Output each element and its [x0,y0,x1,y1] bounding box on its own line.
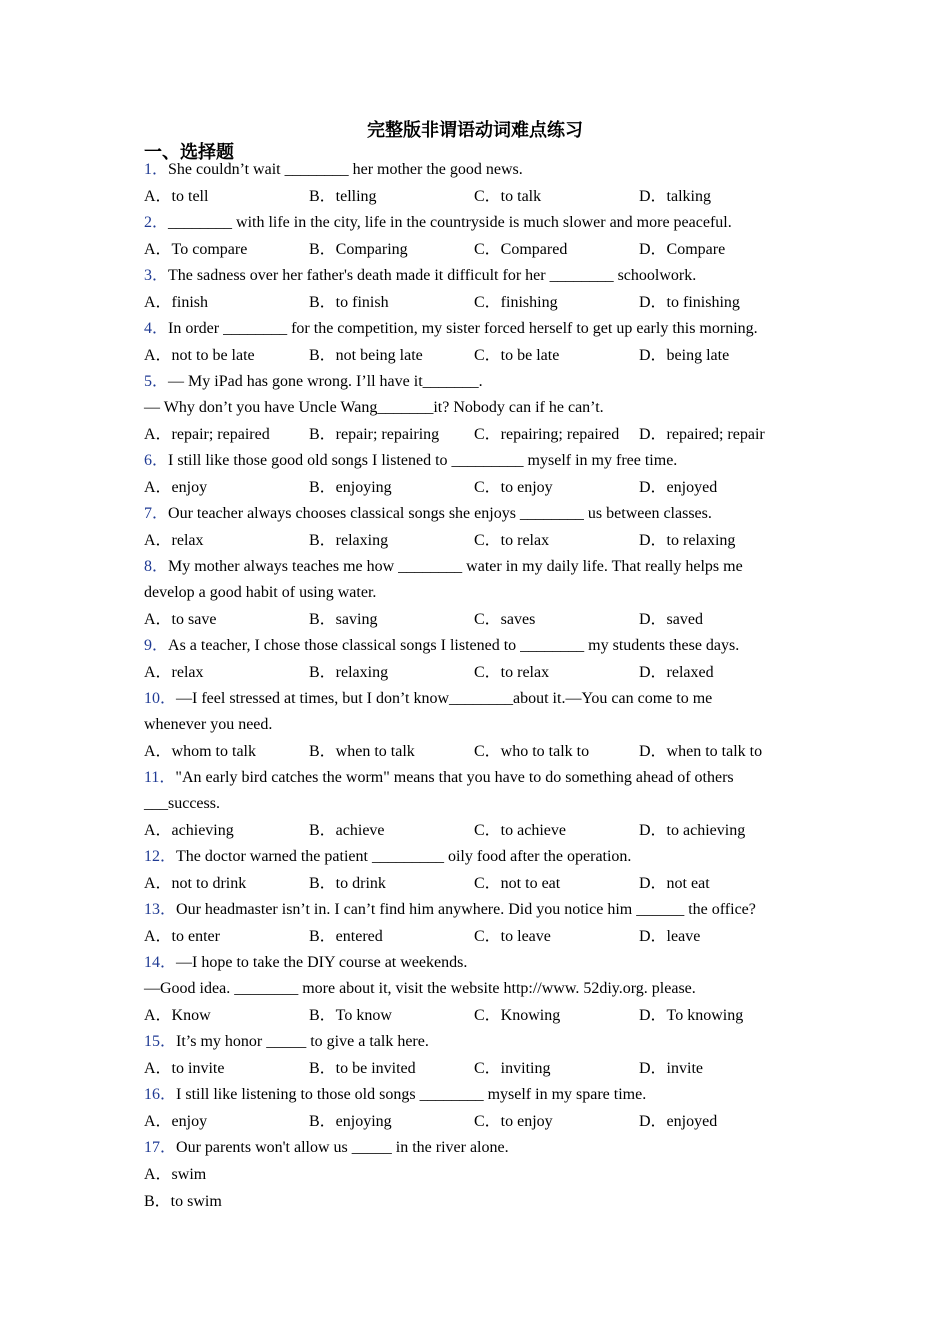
question-text-line [144,210,804,236]
answer-option[interactable]: A．To compare [144,241,248,258]
question-text: It’s my honor _____ to give a talk here. [176,1033,429,1050]
answer-option[interactable]: C．who to talk to [474,743,590,760]
answer-options [144,1108,804,1135]
answer-option[interactable]: A．whom to talk [144,743,256,760]
question-item [144,210,804,263]
question-text-line [144,712,804,738]
answer-option[interactable]: A．relax [144,664,204,681]
answer-option[interactable]: B．relaxing [309,532,389,549]
answer-options [144,342,804,369]
answer-options [144,659,804,686]
question-text: —I feel stressed at times, but I don’t know________about it.—You can come to me [176,690,713,707]
answer-option[interactable]: A．relax [144,532,204,549]
answer-option[interactable]: C．to leave [474,928,551,945]
question-text: ___success. [144,795,220,812]
answer-option[interactable]: D．saved [639,611,703,628]
question-text: whenever you need. [144,716,273,733]
answer-options [144,817,804,844]
question-text-line [144,765,804,791]
answer-option[interactable]: A．to invite [144,1060,225,1077]
answer-option[interactable]: A．to tell [144,188,209,205]
question-text-line [144,501,804,527]
answer-option[interactable]: A．not to be late [144,347,255,364]
answer-option[interactable]: D．enjoyed [639,1113,718,1130]
answer-option[interactable]: C．saves [474,611,536,628]
answer-option[interactable]: C．to talk [474,188,542,205]
answer-option[interactable]: D．enjoyed [639,479,718,496]
answer-option[interactable]: D．to achieving [639,822,746,839]
answer-option[interactable]: A．repair; repaired [144,426,270,443]
question-item [144,369,804,448]
question-item [144,1082,804,1135]
answer-option[interactable]: B．when to talk [309,743,415,760]
question-text-line [144,157,804,183]
question-item [144,1029,804,1082]
answer-option[interactable]: A．not to drink [144,875,247,892]
question-text: —Good idea. ________ more about it, visit the website http://www. 52diy.org. please. [144,980,696,997]
answer-options [144,923,804,950]
question-text: She couldn’t wait ________ her mother the good news. [168,161,523,178]
answer-option[interactable]: D．To knowing [639,1007,744,1024]
question-item [144,844,804,897]
answer-option[interactable]: C．inviting [474,1060,551,1077]
question-text-line [144,791,804,817]
answer-option[interactable]: A．enjoy [144,479,208,496]
answer-option[interactable]: C．to achieve [474,822,566,839]
question-number: 2． [144,214,169,231]
answer-option[interactable]: D．when to talk to [639,743,763,760]
answer-option[interactable]: C．to enjoy [474,479,553,496]
answer-option[interactable]: B．to be invited [309,1060,416,1077]
question-text: —I hope to take the DIY course at weekends. [176,954,468,971]
answer-option[interactable]: C．Compared [474,241,568,258]
question-text-line [144,369,804,395]
question-number: 5． [144,373,169,390]
question-text: — My iPad has gone wrong. I’ll have it_______. [168,373,483,390]
answer-options [144,1002,804,1029]
question-text: ________ with life in the city, life in the countryside is much slower and more peaceful. [168,214,732,231]
question-text-line [144,263,804,289]
question-number: 17． [144,1139,177,1156]
answer-option[interactable]: B．not being late [309,347,423,364]
question-item [144,897,804,950]
answer-option[interactable]: A．to enter [144,928,220,945]
answer-option[interactable]: C．to enjoy [474,1113,553,1130]
question-text: My mother always teaches me how ________ water in my daily life. That really helps me [168,558,743,575]
question-number: 10． [144,690,177,707]
answer-option[interactable]: B．saving [309,611,378,628]
question-text: Our headmaster isn’t in. I can’t find him anywhere. Did you notice him ______ the office? [176,901,756,918]
question-text: I still like those good old songs I listened to _________ myself in my free time. [168,452,678,469]
question-text-line [144,686,804,712]
answer-options [144,421,804,448]
answer-option[interactable]: B．entered [309,928,383,945]
question-item [144,554,804,633]
answer-option[interactable]: C．finishing [474,294,558,311]
answer-options [144,183,804,210]
question-number: 4． [144,320,169,337]
answer-options [144,606,804,633]
question-text: "An early bird catches the worm" means that you have to do something ahead of others [175,769,734,786]
question-number: 3． [144,267,169,284]
question-text: As a teacher, I chose those classical songs I listened to ________ my students these days. [168,637,740,654]
question-text-line [144,976,804,1002]
answer-option[interactable]: B．telling [309,188,377,205]
question-text: — Why don’t you have Uncle Wang_______it? Nobody can if he can’t. [144,399,604,416]
answer-option[interactable]: D．Compare [639,241,726,258]
question-item [144,633,804,686]
answer-option[interactable]: D．to finishing [639,294,740,311]
question-number: 15． [144,1033,177,1050]
question-text-line [144,950,804,976]
answer-option[interactable]: D．talking [639,188,711,205]
question-item [144,686,804,765]
question-item [144,263,804,316]
question-number: 11． [144,769,176,786]
question-list [144,157,804,1215]
answer-option[interactable]: D．repaired; repair [639,426,765,443]
answer-option[interactable]: C．to relax [474,664,550,681]
question-item [144,1135,804,1215]
answer-option[interactable]: D．being late [639,347,730,364]
question-text-line [144,395,804,421]
answer-options [144,1161,804,1215]
answer-option[interactable]: B．achieve [309,822,385,839]
section-heading: 一、选择题 [144,142,234,163]
question-number: 6． [144,452,169,469]
question-text: Our teacher always chooses classical songs she enjoys ________ us between classes. [168,505,712,522]
answer-option[interactable]: C．not to eat [474,875,561,892]
answer-option[interactable]: A．swim [144,1166,207,1183]
answer-option[interactable]: B．to swim [144,1193,222,1210]
answer-option[interactable]: A．enjoy [144,1113,208,1130]
answer-option[interactable]: A．Know [144,1007,211,1024]
question-text: develop a good habit of using water. [144,584,377,601]
answer-options [144,870,804,897]
question-item [144,316,804,369]
answer-option[interactable]: C．to be late [474,347,560,364]
question-number: 13． [144,901,177,918]
question-text-line [144,580,804,606]
question-number: 12． [144,848,177,865]
answer-option[interactable]: B．to finish [309,294,389,311]
answer-option[interactable]: B．Comparing [309,241,408,258]
answer-option[interactable]: B．enjoying [309,479,392,496]
question-text: Our parents won't allow us _____ in the river alone. [176,1139,509,1156]
answer-options [144,738,804,765]
question-text: In order ________ for the competition, my sister forced herself to get up early this morning. [168,320,758,337]
question-number: 14． [144,954,177,971]
question-item [144,950,804,1029]
question-text-line [144,1135,804,1161]
answer-option[interactable]: B．relaxing [309,664,389,681]
answer-options [144,527,804,554]
answer-option[interactable]: C．Knowing [474,1007,561,1024]
question-number: 16． [144,1086,177,1103]
answer-options [144,1055,804,1082]
question-text-line [144,897,804,923]
answer-options [144,474,804,501]
question-item [144,765,804,844]
answer-option[interactable]: B．To know [309,1007,392,1024]
question-number: 8． [144,558,169,575]
answer-option[interactable]: D．invite [639,1060,703,1077]
answer-option[interactable]: D．relaxed [639,664,714,681]
answer-option[interactable]: A．to save [144,611,217,628]
question-text-line [144,554,804,580]
answer-option[interactable]: D．leave [639,928,701,945]
question-text-line [144,844,804,870]
question-number: 7． [144,505,169,522]
question-text: The doctor warned the patient _________ oily food after the operation. [176,848,632,865]
document-title: 完整版非谓语动词难点练习 [367,120,583,141]
question-text-line [144,633,804,659]
answer-options [144,289,804,316]
answer-option[interactable]: C．repairing; repaired [474,426,620,443]
question-item [144,448,804,501]
question-text-line [144,1082,804,1108]
question-text-line [144,316,804,342]
answer-option[interactable]: C．to relax [474,532,550,549]
answer-options [144,236,804,263]
question-text-line [144,448,804,474]
question-number: 1． [144,161,169,178]
answer-option[interactable]: A．achieving [144,822,234,839]
answer-option[interactable]: B．enjoying [309,1113,392,1130]
question-text: I still like listening to those old songs ________ myself in my spare time. [176,1086,647,1103]
answer-option[interactable]: B．to drink [309,875,386,892]
question-item [144,157,804,210]
answer-option[interactable]: D．not eat [639,875,710,892]
question-item [144,501,804,554]
question-text: The sadness over her father's death made it difficult for her ________ schoolwork. [168,267,697,284]
question-number: 9． [144,637,169,654]
answer-option[interactable]: B．repair; repairing [309,426,440,443]
question-text-line [144,1029,804,1055]
answer-option[interactable]: A．finish [144,294,209,311]
answer-option[interactable]: D．to relaxing [639,532,736,549]
